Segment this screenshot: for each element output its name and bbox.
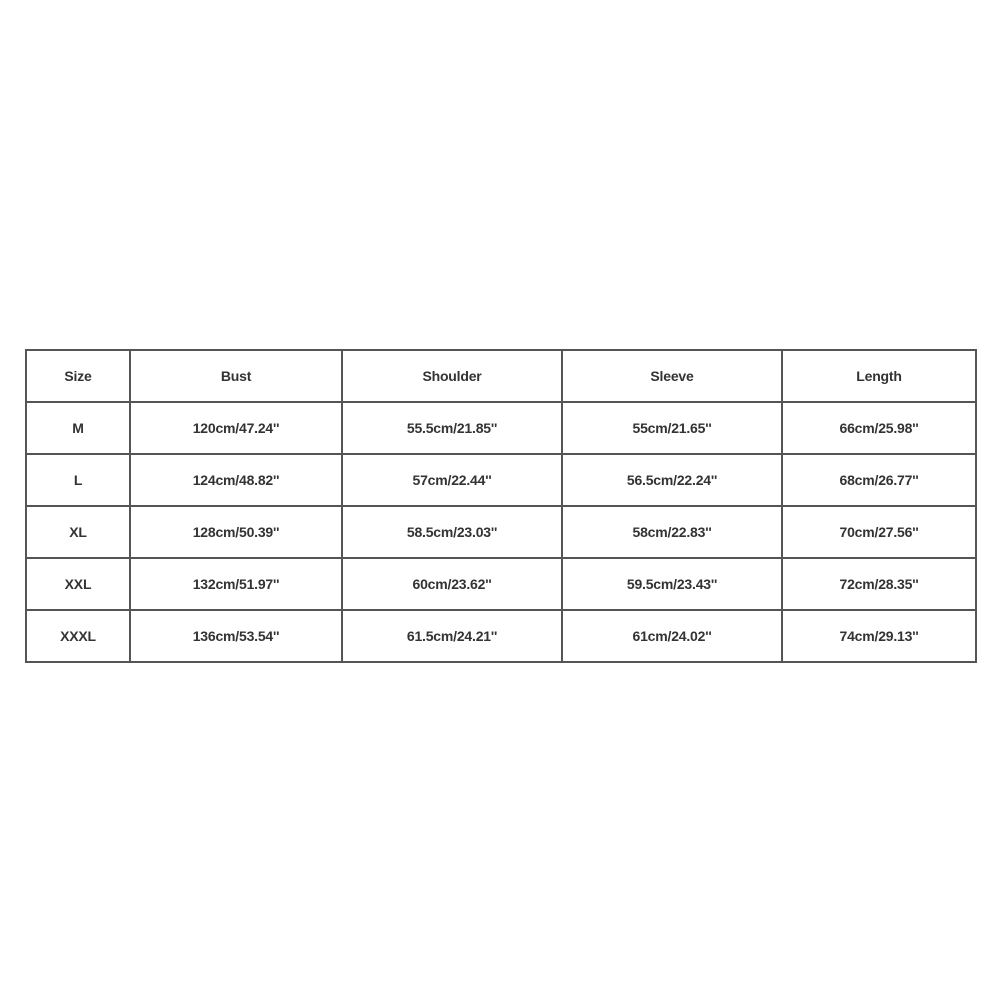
cell-sleeve: 55cm/21.65'' [562,402,782,454]
table-row [26,558,976,610]
cell-shoulder: 57cm/22.44'' [342,454,562,506]
cell-sleeve: 61cm/24.02'' [562,610,782,662]
cell-shoulder: 55.5cm/21.85'' [342,402,562,454]
cell-shoulder: 60cm/23.62'' [342,558,562,610]
cell-bust: 128cm/50.39'' [130,506,342,558]
cell-length: 72cm/28.35'' [782,558,976,610]
header-bust: Bust [130,350,342,402]
cell-length: 66cm/25.98'' [782,402,976,454]
cell-sleeve: 58cm/22.83'' [562,506,782,558]
cell-size: XL [26,506,130,558]
cell-bust: 124cm/48.82'' [130,454,342,506]
header-shoulder: Shoulder [342,350,562,402]
cell-size: M [26,402,130,454]
cell-sleeve: 59.5cm/23.43'' [562,558,782,610]
cell-size: XXXL [26,610,130,662]
table-row [26,506,976,558]
cell-length: 70cm/27.56'' [782,506,976,558]
cell-shoulder: 58.5cm/23.03'' [342,506,562,558]
table-header-row [26,350,976,402]
cell-length: 74cm/29.13'' [782,610,976,662]
header-sleeve: Sleeve [562,350,782,402]
cell-size: L [26,454,130,506]
size-chart-table [25,349,977,663]
cell-shoulder: 61.5cm/24.21'' [342,610,562,662]
table-row [26,402,976,454]
cell-bust: 120cm/47.24'' [130,402,342,454]
table-row [26,454,976,506]
cell-bust: 132cm/51.97'' [130,558,342,610]
cell-sleeve: 56.5cm/22.24'' [562,454,782,506]
cell-length: 68cm/26.77'' [782,454,976,506]
cell-size: XXL [26,558,130,610]
header-size: Size [26,350,130,402]
table-row [26,610,976,662]
header-length: Length [782,350,976,402]
cell-bust: 136cm/53.54'' [130,610,342,662]
